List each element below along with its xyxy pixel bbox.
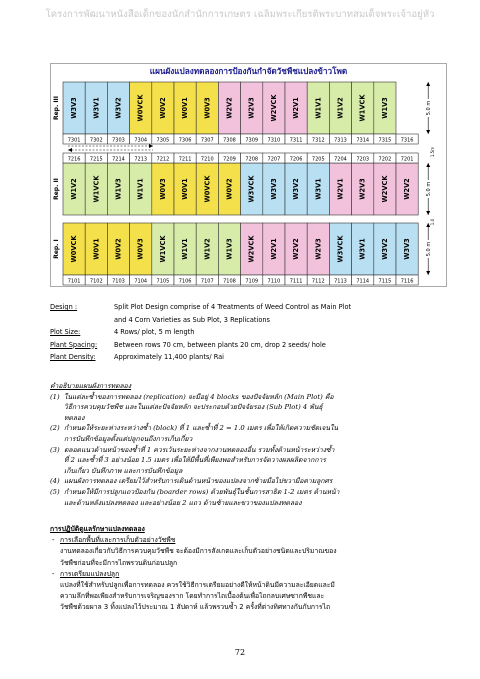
plot-layout-figure	[50, 63, 447, 287]
dimension-arrow	[426, 163, 430, 167]
plot-number: 7216	[67, 156, 81, 163]
spec-key: Plot Size:	[50, 328, 81, 336]
treatment-label: W3VCK	[336, 235, 345, 263]
treatment-label: W0V3	[136, 238, 145, 260]
treatment-label: W0V2	[158, 97, 167, 119]
plot-number: 7205	[311, 156, 325, 163]
treatment-label: W2VCK	[269, 94, 278, 122]
plot-number: 7309	[245, 137, 259, 144]
plot-number: 7301	[67, 137, 81, 144]
note-line: ที่ 2 และซ้ำที่ 3 อย่างน้อย 1.5 เมตร เพื่อให้มีพื้นที่เพียงพอสำหรับการจัดวางผลผลิตจากการ	[64, 456, 326, 465]
plot-number: 7101	[67, 278, 81, 285]
treatment-label: W3V1	[314, 178, 323, 200]
plot-number: 7103	[112, 278, 125, 285]
gap-label: 1.5m	[430, 146, 436, 158]
note-item	[50, 476, 450, 487]
note-item	[50, 423, 450, 444]
treatment-label: W0V2	[114, 238, 123, 260]
treatment-label: W1V1	[181, 238, 190, 260]
body-line: ความลึกที่พอเพียงสำหรับการเจริญของราก โดยทำการไถเบื้องต้นเพื่อไถกลบเศษซากพืชและ	[60, 592, 325, 601]
treatment-label: W3V2	[292, 178, 301, 200]
plot-number: 7306	[178, 137, 192, 144]
treatment-label: W1V3	[225, 238, 234, 260]
rep-label: Rep. I	[53, 239, 60, 259]
note-line: วิธีการควบคุมวัชพืช และในแต่ละปัจจัยหลัก จะประกอบด้วยปัจจัยรอง (Sub Plot) 4 พันธุ์	[64, 403, 323, 412]
note-line: กำหนดให้ระยะห่างระหว่างซ้ำ (block) ที่ 1 และซ้ำที่ 2 = 1.0 เมตร เพื่อให้เกิดความชัดเจนใน	[64, 424, 339, 433]
dimension-arrow	[426, 211, 430, 215]
treatment-label: W3V3	[70, 97, 79, 119]
treatment-label: W0V1	[181, 178, 190, 200]
treatment-label: W0VCK	[70, 235, 79, 263]
note-item	[50, 392, 450, 424]
spec-value: and 4 Corn Varieties as Sub Plot, 3 Replications	[114, 315, 270, 324]
note-line: กำหนดให้มีการปลูกแถวป้องกัน (boarder rows) ด้วยพันธุ์ในชั้นการสาธิต 1-2 เมตร ด้านหน้า	[64, 487, 340, 496]
section-title: การปฏิบัติดูแลรักษาแปลงทดลอง	[50, 525, 145, 533]
treatment-label: W2V1	[336, 178, 345, 200]
direction-arrow-head	[149, 144, 153, 148]
spec-value: 4 Rows/ plot, 5 m length	[114, 328, 195, 336]
dimension-label: 5.0 m	[426, 181, 433, 197]
treatment-label: W2V3	[247, 97, 256, 119]
note-line: การบันทึกข้อมูลตั้งแต่ปลูกจนถึงการเก็บเกี่ยว	[64, 434, 193, 443]
plot-number: 7203	[356, 156, 370, 163]
plot-number: 7112	[311, 278, 325, 285]
note-number: (1)	[50, 392, 60, 401]
treatment-label: W1VCK	[358, 94, 367, 122]
plot-number: 7113	[334, 278, 347, 285]
treatment-label: W0V1	[92, 238, 101, 260]
treatment-label: W2V3	[314, 238, 323, 260]
note-line: ตลอดแนวด้านหน้าของซ้ำที่ 1 ควรเว้นระยะห่างจากงานทดลองอื่น รวมทั้งด้านหน้าระหว่างซ้ำ	[64, 445, 335, 454]
plot-number: 7303	[112, 137, 125, 144]
gap-label: 1.0	[430, 218, 436, 226]
plot-number: 7310	[267, 137, 281, 144]
plot-number: 7210	[200, 156, 214, 163]
plot-number: 7116	[400, 278, 414, 285]
treatment-label: W1V2	[70, 178, 79, 200]
plot-number: 7208	[245, 156, 259, 163]
plot-number: 7201	[400, 156, 414, 163]
note-line: แผนผังการทดลอง เตรียมไว้สำหรับการเดินด้านหน้าของแปลงจากซ้ายมือไปขวามือตามลูกศร	[64, 477, 333, 486]
treatment-label: W1VCK	[158, 235, 167, 263]
treatment-label: W3V3	[403, 238, 412, 260]
direction-arrow-head	[68, 148, 72, 152]
body-line: แปลงที่ใช้สำหรับปลูกเพื่อการทดลอง ควรใช้วิธีการเตรียมอย่างดีให้หน้าดินมีความละเอียดและมี	[60, 581, 335, 590]
design-specification	[50, 301, 450, 364]
plot-number: 7212	[156, 156, 170, 163]
treatment-label: W3V1	[358, 238, 367, 260]
body-line: วัชพืชก่อนที่จะมีการไถพรวนดินก่อนปลูก	[60, 558, 178, 567]
rep-label: Rep. III	[53, 95, 60, 121]
dimension-arrow	[426, 271, 430, 275]
plot-number: 7109	[245, 278, 259, 285]
treatment-label: W0V2	[225, 178, 234, 200]
treatment-label: W0VCK	[136, 94, 145, 122]
plot-number: 7110	[267, 278, 281, 285]
treatment-label: W2V2	[225, 97, 234, 119]
treatment-label: W2V2	[292, 238, 301, 260]
layout-notes	[50, 381, 450, 508]
plot-number: 7308	[223, 137, 236, 144]
treatment-label: W1V1	[314, 97, 323, 119]
plot-number: 7214	[112, 156, 125, 163]
body-line: งานทดลองเกี่ยวกับวิธีการควบคุมวัชพืช จะต้องมีการสังเกตและเก็บตัวอย่างชนิดและปริมาณของ	[60, 547, 337, 556]
plot-number: 7115	[378, 278, 392, 285]
dimension-arrow	[426, 130, 430, 134]
treatment-label: W1V3	[380, 97, 389, 119]
treatment-label: W0V3	[203, 97, 212, 119]
treatment-label: W3V2	[380, 238, 389, 260]
treatment-label: W2V2	[403, 178, 412, 200]
plot-number: 7105	[156, 278, 170, 285]
note-number: (2)	[50, 424, 60, 433]
plot-number: 7114	[356, 278, 370, 285]
treatment-label: W0VCK	[203, 175, 212, 203]
spec-value: Split Plot Design comprise of 4 Treatments of Weed Control as Main Plot	[114, 303, 352, 311]
plot-number: 7202	[378, 156, 392, 163]
dash-bullet: -	[52, 569, 55, 578]
plot-number: 7204	[334, 156, 347, 163]
spec-row	[50, 339, 450, 352]
plot-number: 7316	[400, 137, 414, 144]
note-number: (3)	[50, 445, 60, 454]
plot-number: 7209	[223, 156, 236, 163]
treatment-label: W1V3	[114, 178, 123, 200]
spec-key: Design :	[50, 303, 78, 311]
dimension-arrow	[426, 82, 430, 86]
plot-number: 7108	[223, 278, 236, 285]
spec-row	[50, 314, 450, 327]
note-item	[50, 487, 450, 508]
body-line: วัชพืชด้วยผาล 3 ทิ้งแปลงไว้ประมาณ 1 สัปดาห์ แล้วพรวนซ้ำ 2 ครั้งที่ต่างทิศทางกันกับการไถ	[60, 603, 331, 612]
treatment-label: W1V2	[336, 97, 345, 119]
treatment-label: W3VCK	[247, 175, 256, 203]
notes-title: คำอธิบายแผนผังการทดลอง	[50, 382, 132, 390]
spec-row	[50, 351, 450, 364]
note-line: เก็บเกี่ยว บันทึกภาพ และการบันทึกข้อมูล	[64, 466, 183, 475]
spec-value: Between rows 70 cm, between plants 20 cm, drop 2 seeds/ hole	[114, 340, 326, 349]
plot-number: 7207	[267, 156, 281, 163]
treatment-label: W2V1	[269, 238, 278, 260]
plot-number: 7206	[289, 156, 303, 163]
treatment-label: W3V2	[114, 97, 123, 119]
plot-layout-grid	[51, 64, 446, 286]
page-header: โครงการพัฒนาหนังสือเด็กของนักสำนักการเกษตร เฉลิมพระเกียรติพระบาทสมเด็จพระเจ้าอยู่หัว	[45, 9, 435, 20]
plot-number: 7111	[289, 278, 303, 285]
plot-number: 7102	[89, 278, 103, 285]
maintenance-section	[50, 524, 450, 614]
plot-number: 7104	[134, 278, 148, 285]
note-number: (4)	[50, 477, 60, 486]
plot-number: 7313	[334, 137, 347, 144]
treatment-label: W1V2	[203, 238, 212, 260]
plot-number: 7211	[178, 156, 192, 163]
treatment-label: W3V3	[269, 178, 278, 200]
note-line: ในแต่ละซ้ำของการทดลอง (replication) จะมีอยู่ 4 blocks ของปัจจัยหลัก (Main Plot) คือ	[64, 392, 334, 401]
bullet-heading	[50, 535, 450, 546]
plot-number: 7307	[200, 137, 214, 144]
plot-layout-title: แผนผังแปลงทดลองการป้องกันกำจัดวัชพืชแปลงข้าวโพด	[149, 66, 348, 76]
bullet-heading-text: การเตรียมแปลงปลูก	[60, 569, 120, 578]
treatment-label: W2VCK	[247, 235, 256, 263]
plot-number: 7106	[178, 278, 192, 285]
plot-number: 7315	[378, 137, 392, 144]
treatment-label: W2VCK	[380, 175, 389, 203]
bullet-heading	[50, 569, 450, 580]
treatment-label: W3V1	[92, 97, 101, 119]
plot-number: 7213	[134, 156, 148, 163]
plot-number: 7311	[289, 137, 303, 144]
plot-number: 7312	[311, 137, 325, 144]
note-line: และด้านหลังแปลงทดลอง และอย่างน้อย 2 แถว ด้านซ้ายและขวาของแปลงทดลอง	[64, 498, 302, 507]
treatment-label: W2V3	[358, 178, 367, 200]
spec-key: Plant Spacing:	[50, 340, 98, 349]
plot-number: 7305	[156, 137, 170, 144]
note-item	[50, 445, 450, 477]
bullet-heading-text: การเลือกพื้นที่และการเก็บตัวอย่างวัชพืช	[60, 536, 176, 545]
dimension-label: 5.0 m	[426, 100, 433, 116]
treatment-label: W1V1	[136, 178, 145, 200]
note-line: ทดลอง	[64, 413, 85, 422]
spec-key: Plant Density:	[50, 353, 96, 361]
page-number: 72	[234, 648, 246, 657]
plot-number: 7304	[134, 137, 148, 144]
spec-row	[50, 301, 450, 314]
plot-number: 7302	[89, 137, 103, 144]
treatment-label: W1VCK	[92, 175, 101, 203]
dash-bullet: -	[52, 536, 55, 545]
plot-number: 7107	[200, 278, 214, 285]
treatment-label: W0V1	[181, 97, 190, 119]
treatment-label: W2V1	[292, 97, 301, 119]
note-number: (5)	[50, 487, 60, 496]
plot-number: 7215	[89, 156, 103, 163]
plot-number: 7314	[356, 137, 370, 144]
spec-value: Approximately 11,400 plants/ Rai	[114, 353, 225, 361]
rep-label: Rep. II	[53, 178, 60, 200]
dimension-label: 5.0 m	[426, 241, 433, 257]
treatment-label: W0V3	[158, 178, 167, 200]
spec-row	[50, 326, 450, 339]
